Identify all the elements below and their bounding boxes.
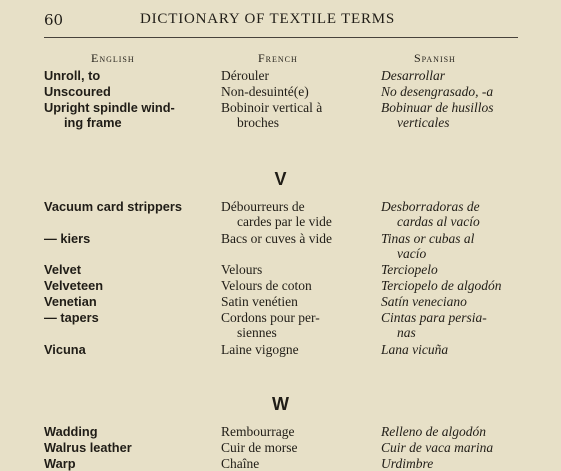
entry-french: [221, 199, 373, 229]
entry-line: siennes: [237, 325, 277, 341]
entry-line: Urdimbre: [381, 455, 434, 471]
entry-row: [0, 424, 561, 439]
section-letter-v: V: [274, 169, 287, 190]
entry-english: [44, 68, 212, 83]
entry-spanish: [381, 294, 527, 309]
entry-english: [44, 424, 212, 439]
entry-french: [221, 100, 373, 130]
entry-spanish: [381, 342, 527, 357]
entry-spanish: [381, 84, 527, 99]
entry-english: [44, 262, 212, 277]
entry-row: [0, 294, 561, 309]
entry-spanish: [381, 424, 527, 439]
entry-row: [0, 100, 561, 131]
entry-line: Velours: [221, 262, 263, 278]
entry-row: [0, 278, 561, 293]
entry-french: [221, 278, 373, 293]
column-heading-spanish: Spanish: [414, 51, 456, 65]
entry-english: [44, 100, 212, 130]
entry-english: [44, 199, 212, 214]
column-heading-french: French: [258, 51, 298, 65]
entry-line: Unscoured: [44, 84, 111, 99]
entry-line: Upright spindle wind-: [44, 100, 175, 115]
entry-line: — tapers: [44, 310, 99, 326]
entry-line: Velvet: [44, 262, 81, 278]
entry-french: [221, 456, 373, 471]
entry-line: Bacs or cuves à vide: [221, 230, 332, 246]
entry-english: [44, 456, 212, 471]
running-title: DICTIONARY OF TEXTILE TERMS: [140, 11, 396, 27]
entry-english: [44, 294, 212, 309]
entry-line: Vacuum card strippers: [44, 199, 182, 215]
page-header: [0, 8, 561, 32]
entry-line: Laine vigogne: [221, 341, 299, 357]
entry-spanish: [381, 100, 527, 130]
entry-line: Bobinoir vertical à: [221, 100, 323, 115]
entry-line: cardas al vacío: [397, 214, 480, 230]
entry-line: Venetian: [44, 294, 97, 310]
entry-line: Rembourrage: [221, 423, 295, 439]
entry-line: Débourreurs de: [221, 199, 305, 215]
entry-spanish: [381, 68, 527, 83]
entry-line: Chaîne: [221, 455, 260, 471]
entry-french: [221, 310, 373, 340]
entry-french: [221, 294, 373, 309]
entry-english: [44, 310, 212, 325]
entry-line: vacío: [397, 245, 427, 261]
entry-spanish: [381, 456, 527, 471]
entry-line: Cordons pour per-: [221, 310, 320, 326]
page-number: 60: [44, 11, 64, 29]
entry-line: Non-desuinté(e): [221, 84, 309, 99]
entry-line: Vicuna: [44, 341, 86, 357]
entry-line: — kiers: [44, 230, 91, 246]
entry-spanish: [381, 278, 527, 293]
entry-line: Warp: [44, 455, 76, 471]
entry-line: ing frame: [64, 115, 122, 130]
entry-french: [221, 342, 373, 357]
entry-english: [44, 84, 212, 99]
entry-line: Walrus leather: [44, 439, 132, 455]
entry-row: [0, 262, 561, 277]
entry-french: [221, 68, 373, 83]
entry-spanish: [381, 310, 527, 340]
column-heading-english: English: [91, 51, 135, 65]
entry-line: Velveteen: [44, 278, 104, 294]
entry-line: Unroll, to: [44, 68, 101, 83]
entry-english: [44, 278, 212, 293]
entry-french: [221, 440, 373, 455]
header-rule: [44, 37, 518, 38]
column-headings: [0, 51, 561, 69]
entry-row: [0, 84, 561, 99]
entry-line: Cuir de vaca marina: [381, 439, 494, 455]
entry-line: cardes par le vide: [237, 214, 332, 230]
entry-line: broches: [237, 115, 279, 130]
entry-english: [44, 342, 212, 357]
entry-line: verticales: [397, 115, 450, 130]
entry-line: Relleno de algodón: [381, 423, 486, 439]
entry-line: Velours de coton: [221, 278, 312, 294]
entry-row: [0, 231, 561, 262]
entry-row: [0, 199, 561, 230]
entry-line: No desengrasado, -a: [381, 84, 494, 99]
entry-row: [0, 310, 561, 341]
entry-english: [44, 440, 212, 455]
entry-french: [221, 424, 373, 439]
entry-row: [0, 440, 561, 455]
entry-french: [221, 262, 373, 277]
entry-spanish: [381, 231, 527, 261]
entry-line: Wadding: [44, 423, 98, 439]
entry-line: Bobinuar de husillos: [381, 100, 494, 115]
entry-line: nas: [397, 325, 416, 341]
entry-line: Cuir de morse: [221, 439, 298, 455]
entry-spanish: [381, 262, 527, 277]
entry-french: [221, 231, 373, 246]
entry-spanish: [381, 199, 527, 229]
entry-line: Tinas or cubas al: [381, 230, 475, 246]
entry-line: Terciopelo: [381, 262, 438, 278]
entry-line: Satín veneciano: [381, 294, 467, 310]
section-letter-w: W: [272, 393, 289, 414]
entry-english: [44, 231, 212, 246]
entry-row: [0, 456, 561, 471]
entry-line: Dérouler: [221, 68, 269, 83]
entry-line: Terciopelo de algodón: [381, 278, 502, 294]
entry-line: Desborradoras de: [381, 199, 480, 215]
entry-line: Satin venétien: [221, 294, 298, 310]
entry-row: [0, 342, 561, 357]
entry-line: Desarrollar: [381, 68, 446, 83]
entry-spanish: [381, 440, 527, 455]
entry-line: Cintas para persia-: [381, 310, 487, 326]
entry-row: [0, 68, 561, 83]
entry-line: Lana vicuña: [381, 341, 449, 357]
entry-french: [221, 84, 373, 99]
